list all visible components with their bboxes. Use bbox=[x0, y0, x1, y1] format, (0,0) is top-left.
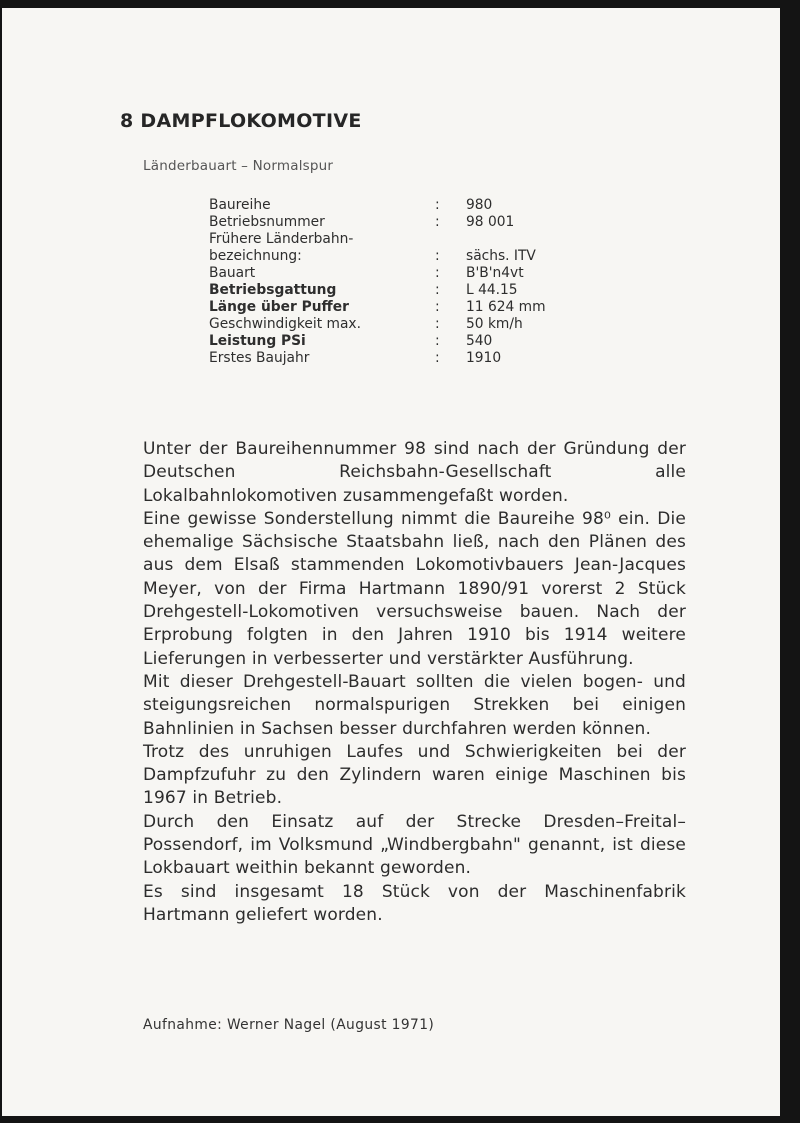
spec-value: 980 bbox=[466, 197, 493, 213]
spec-colon: : bbox=[435, 197, 440, 213]
paragraph: Eine gewisse Sonderstellung nimmt die Baureihe 98⁰ ein. Die ehemalige Sächsische Staatsbahn ließ, nach den Plänen des aus dem Elsaß stammenden Lokomotivbauers Jean-Jacques Meyer, von der Firma Hartmann 1890/91 vorerst 2 Stück Drehgestell-Lokomotiven versuchsweise bauen. Nach der Erprobung folgten in den Jahren 1910 bis 1914 weitere Lieferungen in verbesserter und verstärkter Ausführung. bbox=[143, 508, 686, 669]
spec-label: Länge über Puffer bbox=[209, 299, 349, 315]
paragraph: Durch den Einsatz auf der Strecke Dresden–Freital–Possendorf, im Volksmund „Windbergbahn" genannt, ist diese Lokbauart weithin bekannt geworden. bbox=[143, 811, 686, 879]
spec-value: 540 bbox=[466, 333, 493, 349]
spec-row-bauart bbox=[209, 265, 589, 282]
spec-colon: : bbox=[435, 316, 440, 332]
spec-colon: : bbox=[435, 299, 440, 315]
spec-colon: : bbox=[435, 214, 440, 230]
spec-value: sächs. ITV bbox=[466, 248, 536, 264]
spec-value: 1910 bbox=[466, 350, 502, 366]
paragraph: Es sind insgesamt 18 Stück von der Maschinenfabrik Hartmann geliefert worden. bbox=[143, 881, 686, 925]
spec-row-baujahr bbox=[209, 350, 589, 367]
spec-label: Erstes Baujahr bbox=[209, 350, 310, 366]
paragraph: Mit dieser Drehgestell-Bauart sollten die vielen bogen- und steigungsreichen normalspurigen Strekken bei einigen Bahnlinien in Sachsen besser durchfahren werden können. bbox=[143, 671, 686, 739]
spec-label: Frühere Länderbahn- bezeichnung: bbox=[209, 231, 354, 264]
spec-label: Baureihe bbox=[209, 197, 271, 213]
spec-label: Betriebsgattung bbox=[209, 282, 337, 298]
spec-colon: : bbox=[435, 282, 440, 298]
photo-credit: Aufnahme: Werner Nagel (August 1971) bbox=[143, 1017, 435, 1033]
description-text bbox=[143, 438, 686, 927]
spec-row-leistung bbox=[209, 333, 589, 350]
paragraph: Unter der Baureihennummer 98 sind nach der Gründung der Deutschen Reichsbahn-Gesellschaft alle Lokalbahnlokomotiven zusammengefaßt worden. bbox=[143, 439, 686, 506]
spec-value: 50 km/h bbox=[466, 316, 523, 332]
spec-colon: : bbox=[435, 265, 440, 281]
spec-label: Leistung PSi bbox=[209, 333, 306, 349]
spec-colon: : bbox=[435, 350, 440, 366]
spec-label: Betriebsnummer bbox=[209, 214, 325, 230]
page-title: 8 DAMPFLOKOMOTIVE bbox=[120, 110, 362, 132]
paragraph: Trotz des unruhigen Laufes und Schwierigkeiten bei der Dampfzufuhr zu den Zylindern waren einige Maschinen bis 1967 in Betrieb. bbox=[143, 741, 686, 809]
spec-row-laenderbahn bbox=[209, 231, 589, 265]
spec-row-geschwindigkeit bbox=[209, 316, 589, 333]
spec-value: 98 001 bbox=[466, 214, 515, 230]
spec-row-baureihe bbox=[209, 197, 589, 214]
spec-label: Bauart bbox=[209, 265, 256, 281]
spec-value: 11 624 mm bbox=[466, 299, 546, 315]
spec-value: B'B'n4vt bbox=[466, 265, 524, 281]
spec-row-betriebsnummer bbox=[209, 214, 589, 231]
spec-label: Geschwindigkeit max. bbox=[209, 316, 361, 332]
spec-colon: : bbox=[435, 333, 440, 349]
spec-colon: : bbox=[435, 248, 440, 264]
subtitle: Länderbauart – Normalspur bbox=[143, 158, 334, 174]
spec-value: L 44.15 bbox=[466, 282, 518, 298]
spec-row-betriebsgattung bbox=[209, 282, 589, 299]
spec-table bbox=[209, 197, 589, 367]
spec-row-laenge bbox=[209, 299, 589, 316]
